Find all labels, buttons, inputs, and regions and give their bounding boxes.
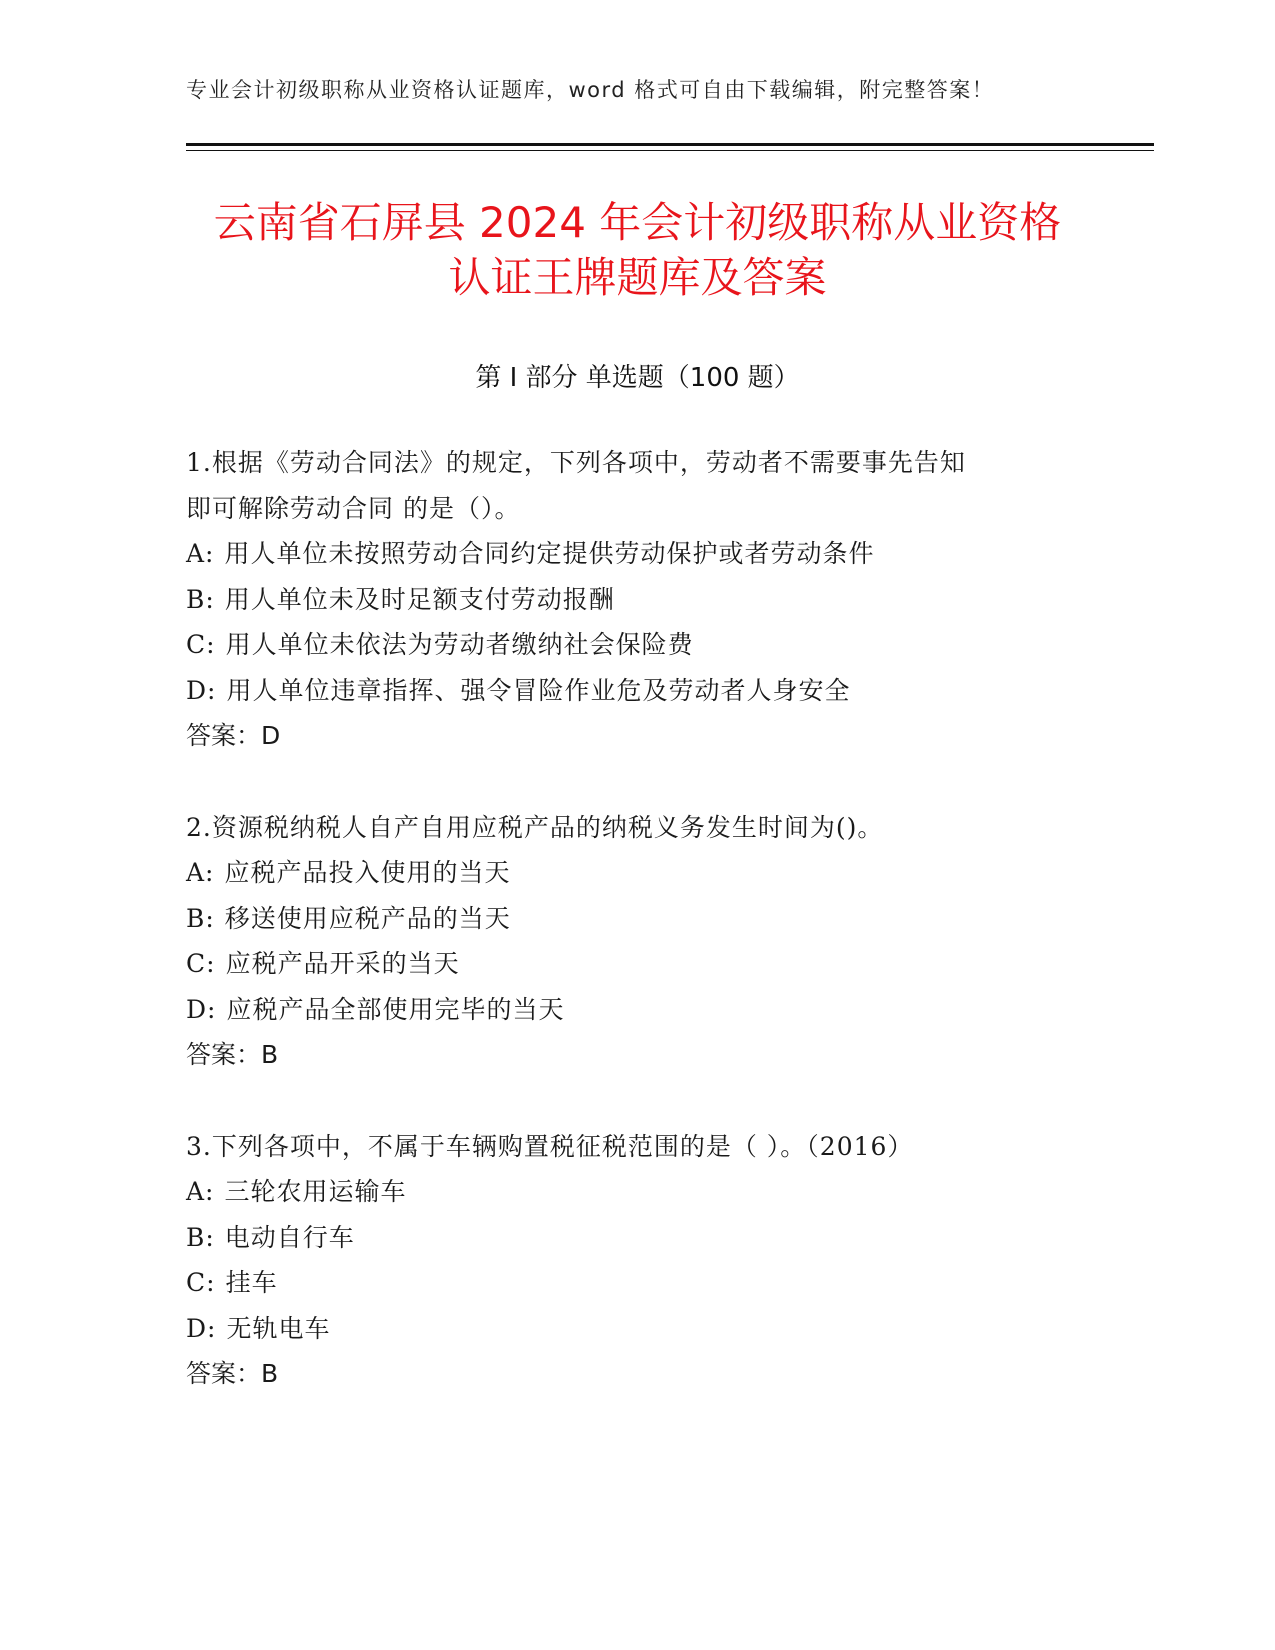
question-stem [186,440,1086,531]
question-1 [186,440,1086,759]
answer-label: 答案：D [186,721,281,750]
header-divider-thin [186,150,1154,151]
option-key: D: [186,675,217,705]
option-key: A: [186,539,215,568]
option-key: B: [186,584,215,614]
option-b [186,896,1086,942]
question-stem [186,805,1086,851]
question-list [186,440,1086,1443]
option-b [186,577,1086,623]
option-b [186,1215,1086,1261]
document-title-line-1: 云南省石屏县 2024 年会计初级职称从业资格 [213,198,1062,247]
answer-label: 答案：B [186,1359,279,1388]
option-text: 挂车 [225,1268,278,1297]
option-a [186,1169,1086,1215]
answer-label: 答案：B [186,1040,279,1069]
option-text: 移送使用应税产品的当天 [224,903,511,933]
option-key: A: [186,1177,215,1206]
option-key: C: [186,949,216,978]
option-key: C: [186,630,216,659]
option-text: 用人单位未及时足额支付劳动报酬 [224,584,615,614]
option-key: B: [186,1222,215,1252]
option-c [186,941,1086,987]
option-a [186,531,1086,577]
header-divider-thick [186,143,1154,146]
option-text: 无轨电车 [226,1313,331,1343]
option-d [186,987,1086,1033]
question-2 [186,805,1086,1078]
option-key: A: [186,858,215,887]
document-title [150,195,1125,305]
option-d [186,1306,1086,1352]
option-a [186,850,1086,896]
question-stem-line: 2.资源税纳税人自产自用应税产品的纳税义务发生时间为()。 [186,812,884,842]
question-stem-line: 即可解除劳动合同 的是（）。 [186,493,521,523]
option-text: 电动自行车 [224,1222,355,1252]
option-c [186,622,1086,668]
option-key: C: [186,1268,216,1297]
document-title-line-2: 认证王牌题库及答案 [448,253,827,302]
option-text: 用人单位未依法为劳动者缴纳社会保险费 [225,630,694,659]
option-c [186,1260,1086,1306]
section-title: 第 I 部分 单选题（100 题） [475,363,800,393]
option-key: B: [186,903,215,933]
option-text: 应税产品全部使用完毕的当天 [226,994,565,1024]
option-text: 应税产品开采的当天 [225,949,460,978]
option-d [186,668,1086,714]
option-key: D: [186,1313,217,1343]
option-text: 用人单位违章指挥、强令冒险作业危及劳动者人身安全 [226,675,851,705]
option-text: 三轮农用运输车 [224,1177,407,1206]
question-3 [186,1124,1086,1397]
question-stem-line: 1.根据《劳动合同法》的规定，下列各项中，劳动者不需要事先告知 [186,448,966,477]
header-note: 专业会计初级职称从业资格认证题库，word 格式可自由下载编辑，附完整答案！ [186,78,995,102]
option-key: D: [186,994,217,1024]
question-stem-line: 3.下列各项中，不属于车辆购置税征税范围的是（ ）。（2016） [186,1131,914,1161]
question-stem [186,1124,1086,1170]
option-text: 用人单位未按照劳动合同约定提供劳动保护或者劳动条件 [224,539,875,568]
option-text: 应税产品投入使用的当天 [224,858,511,887]
